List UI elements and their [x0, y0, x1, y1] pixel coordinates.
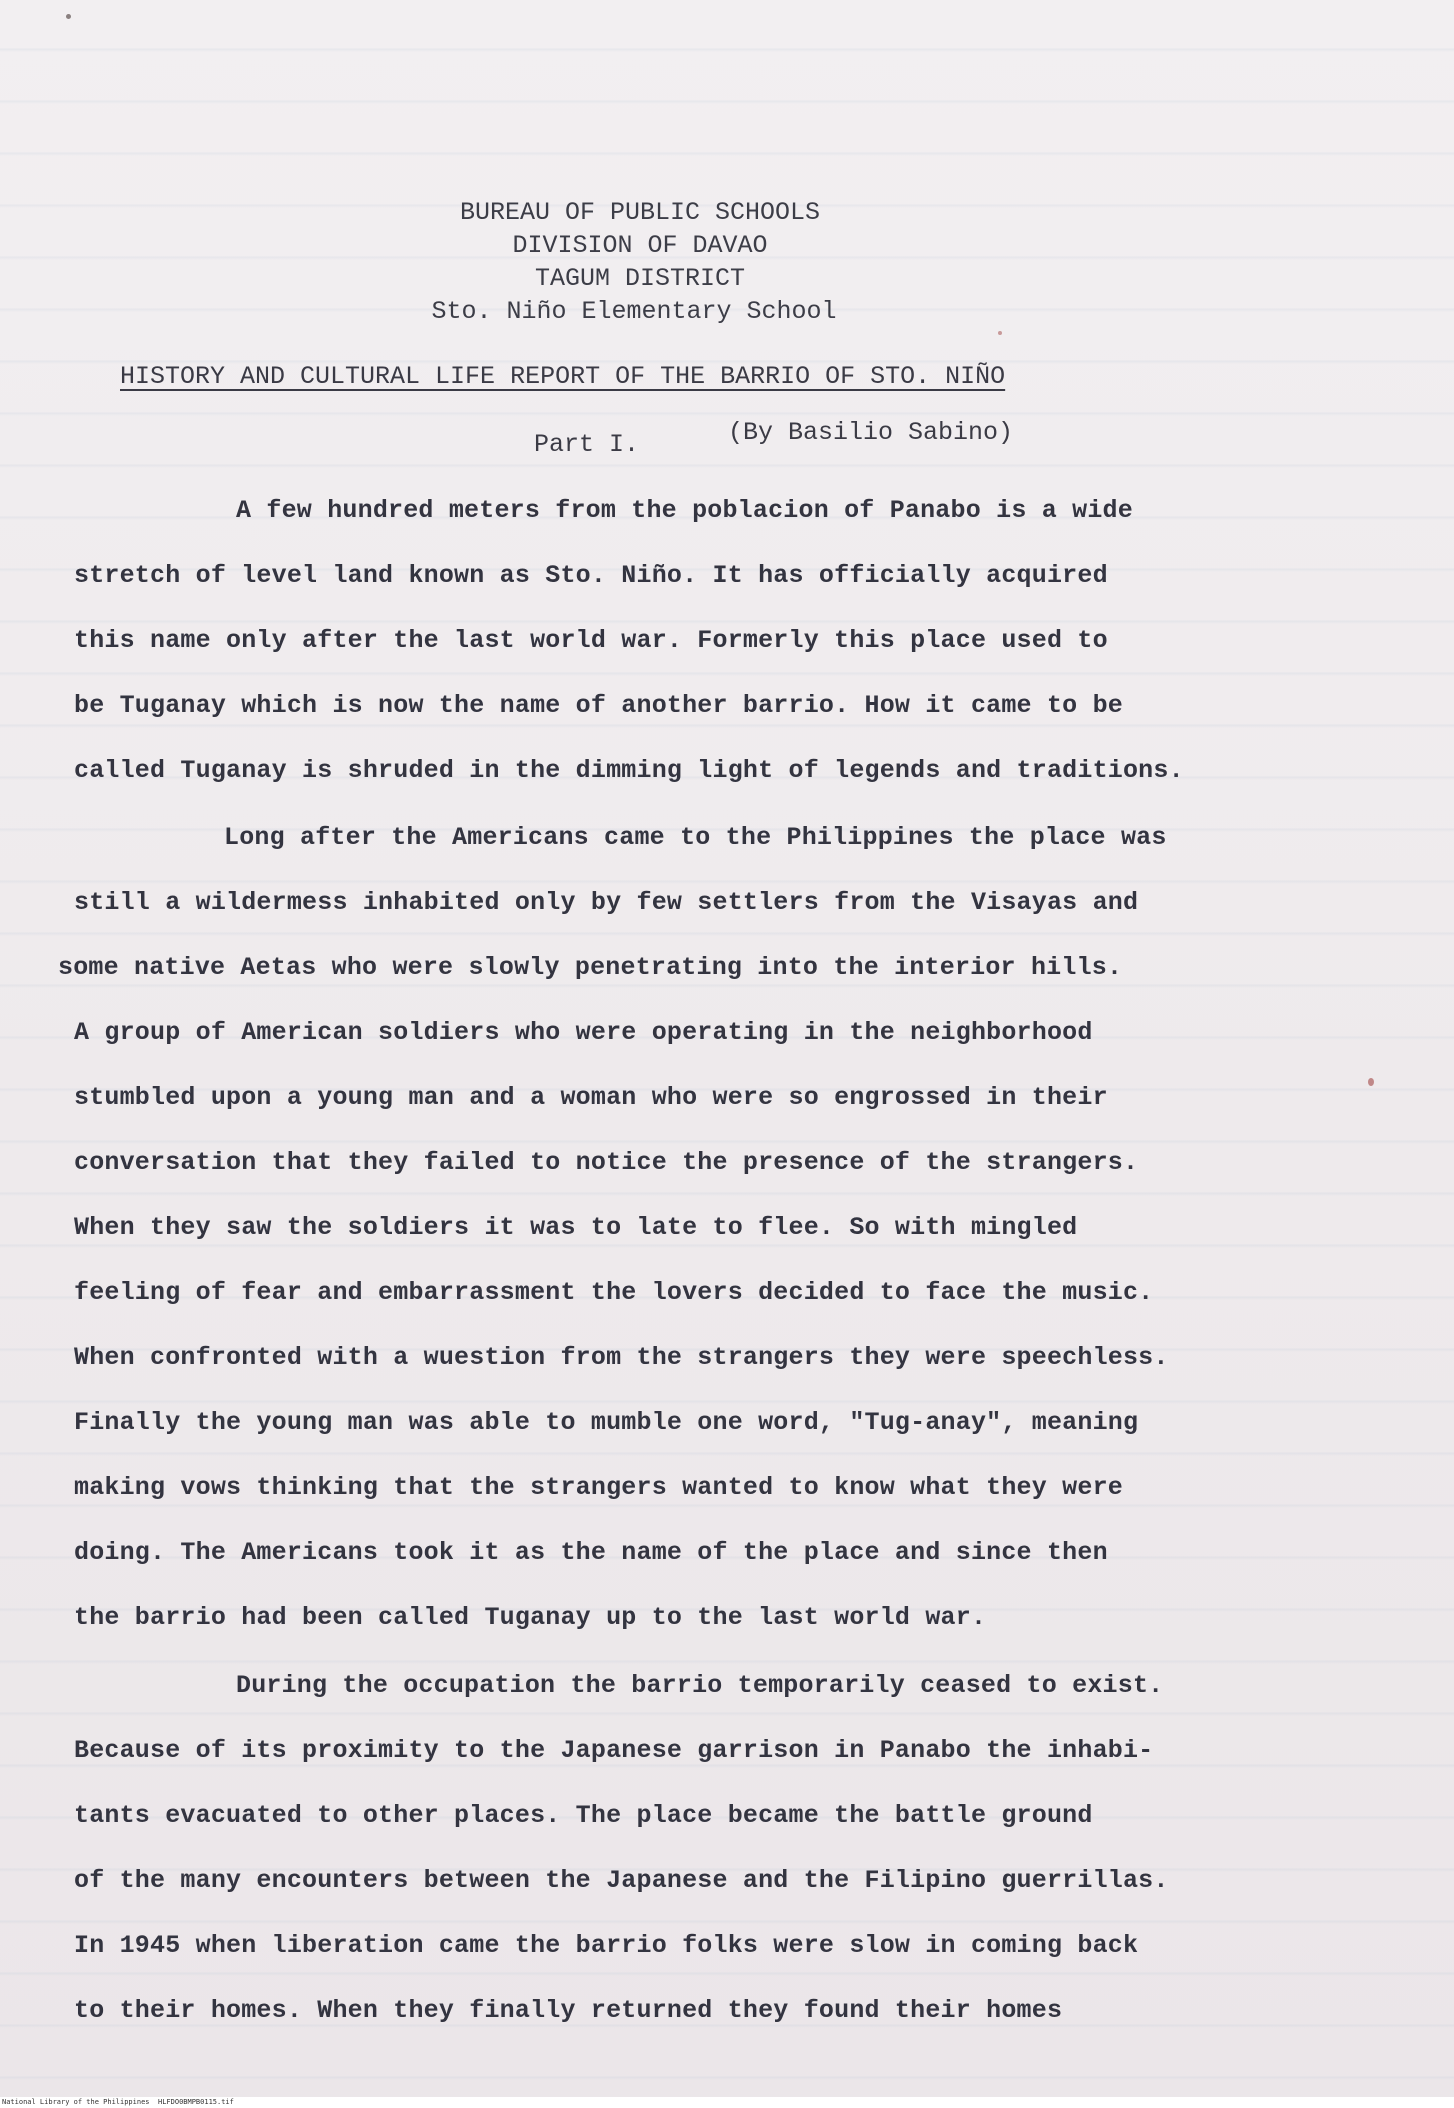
header-line: TAGUM DISTRICT [534, 264, 746, 293]
body-line: some native Aetas who were slowly penetrating into the interior hills. [58, 953, 1123, 982]
body-line: A few hundred meters from the poblacion of Panabo is a wide [236, 496, 1133, 525]
header-line: Sto. Niño Elementary School [431, 297, 837, 326]
report-title: HISTORY AND CULTURAL LIFE REPORT OF THE BARRIO OF STO. NIÑO [120, 362, 1006, 391]
scan-footer [0, 2097, 1454, 2108]
body-line: the barrio had been called Tuganay up to the last world war. [74, 1603, 987, 1632]
header-line: BUREAU OF PUBLIC SCHOOLS [459, 198, 821, 227]
letterhead [300, 196, 980, 328]
body-line: During the occupation the barrio temporarily ceased to exist. [236, 1671, 1164, 1700]
header-line: DIVISION OF DAVAO [512, 231, 768, 260]
body-line: In 1945 when liberation came the barrio folks were slow in coming back [74, 1931, 1139, 1960]
red-speck [998, 331, 1002, 335]
body-line: be Tuganay which is now the name of another barrio. How it came to be [74, 691, 1123, 720]
body-line: Finally the young man was able to mumble one word, "Tug-anay", meaning [74, 1408, 1139, 1437]
red-speck [1368, 1078, 1374, 1086]
body-line: conversation that they failed to notice the presence of the strangers. [74, 1148, 1139, 1177]
body-line: this name only after the last world war. Formerly this place used to [74, 626, 1108, 655]
body-line: Long after the Americans came to the Philippines the place was [224, 823, 1167, 852]
body-line: When confronted with a wuestion from the strangers they were speechless. [74, 1343, 1169, 1372]
body-line: doing. The Americans took it as the name of the place and since then [74, 1538, 1108, 1567]
body-line: still a wildermess inhabited only by few settlers from the Visayas and [74, 888, 1139, 917]
author-byline: (By Basilio Sabino) [728, 418, 1014, 447]
body-line: Because of its proximity to the Japanese garrison in Panabo the inhabi- [74, 1736, 1154, 1765]
footer-filename: HLFDO0BMPB0115.tif [158, 2098, 234, 2106]
body-line: to their homes. When they finally returned they found their homes [74, 1996, 1063, 2025]
body-line: making vows thinking that the strangers wanted to know what they were [74, 1473, 1123, 1502]
footer-library: National Library of the Philippines [2, 2098, 150, 2106]
body-line: When they saw the soldiers it was to late to flee. So with mingled [74, 1213, 1078, 1242]
body-line: stretch of level land known as Sto. Niño. It has officially acquired [74, 561, 1108, 590]
body-line: tants evacuated to other places. The place became the battle ground [74, 1801, 1093, 1830]
body-line: of the many encounters between the Japanese and the Filipino guerrillas. [74, 1866, 1169, 1895]
body-line: stumbled upon a young man and a woman who were so engrossed in their [74, 1083, 1108, 1112]
ink-speck [66, 14, 71, 19]
part-heading: Part I. [534, 430, 640, 459]
body-line: feeling of fear and embarrassment the lovers decided to face the music. [74, 1278, 1154, 1307]
body-line: called Tuganay is shruded in the dimming light of legends and traditions. [74, 756, 1184, 785]
body-line: A group of American soldiers who were operating in the neighborhood [74, 1018, 1093, 1047]
